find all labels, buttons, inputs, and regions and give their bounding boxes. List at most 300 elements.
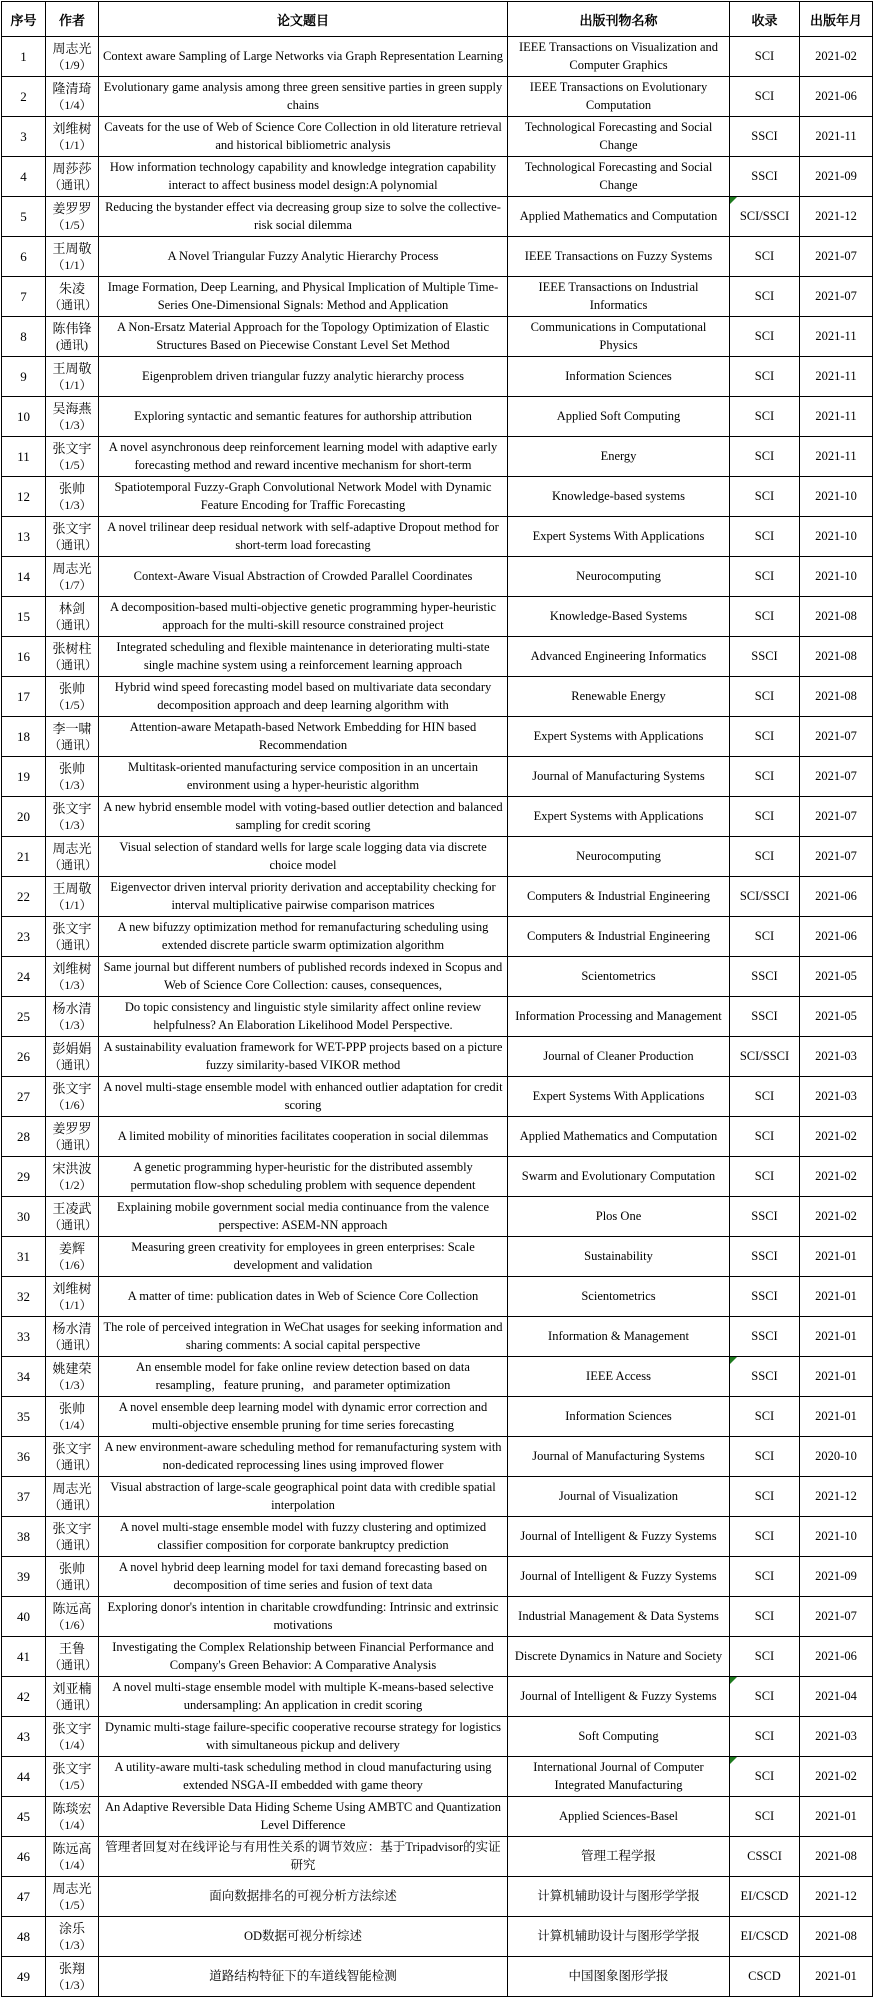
- paper-title-cell: A novel hybrid deep learning model for taxi demand forecasting based on decomposition of time series and fusion of text data: [99, 1557, 508, 1597]
- row-number-cell: 38: [2, 1517, 46, 1557]
- paper-title-cell: A Novel Triangular Fuzzy Analytic Hierarchy Process: [99, 237, 508, 277]
- index-type-cell: SCI: [730, 1597, 800, 1637]
- paper-title-cell: Evolutionary game analysis among three green sensitive parties in green supply chains: [99, 77, 508, 117]
- table-row: [2, 117, 873, 157]
- author-cell: [46, 557, 99, 597]
- publish-date-cell: 2021-08: [800, 1917, 873, 1957]
- journal-name-cell: 计算机辅助设计与图形学学报: [508, 1917, 730, 1957]
- author-cell: [46, 997, 99, 1037]
- publish-date-cell: 2021-07: [800, 757, 873, 797]
- paper-title-cell: 面向数据排名的可视分析方法综述: [99, 1877, 508, 1917]
- table-row: [2, 1677, 873, 1717]
- index-type-cell: SCI: [730, 717, 800, 757]
- row-number-cell: 33: [2, 1317, 46, 1357]
- paper-title-cell: An ensemble model for fake online review detection based on data resampling，feature pruning，and parameter optimization: [99, 1357, 508, 1397]
- index-type-cell: CSCD: [730, 1957, 800, 1997]
- table-row: [2, 197, 873, 237]
- paper-title-cell: Same journal but different numbers of published records indexed in Scopus and Web of Science Core Collection: causes, consequences,: [99, 957, 508, 997]
- journal-name-cell: Computers & Industrial Engineering: [508, 877, 730, 917]
- author-name: 姜罗罗: [52, 1120, 92, 1136]
- author-contribution: （1/1）: [52, 1298, 92, 1313]
- paper-title-cell: The role of perceived integration in WeChat usages for seeking information and sharing comments: A social capital perspective: [99, 1317, 508, 1357]
- journal-name-cell: Applied Soft Computing: [508, 397, 730, 437]
- paper-title-cell: Do topic consistency and linguistic style similarity affect online review helpfulness? An Elaboration Likelihood Model Perspective.: [99, 997, 508, 1037]
- index-type-cell: SCI: [730, 1157, 800, 1197]
- row-number-cell: 1: [2, 37, 46, 77]
- paper-title-cell: Eigenvector driven interval priority derivation and acceptability checking for interval multiplicative pairwise comparison matrices: [99, 877, 508, 917]
- table-row: [2, 1397, 873, 1437]
- journal-name-cell: Plos One: [508, 1197, 730, 1237]
- table-row: [2, 357, 873, 397]
- comment-marker-icon: [730, 1757, 737, 1764]
- table-row: [2, 1317, 873, 1357]
- publish-date-cell: 2021-10: [800, 477, 873, 517]
- author-contribution: （1/3）: [52, 778, 92, 793]
- index-type-cell: SCI: [730, 917, 800, 957]
- paper-title-cell: Eigenproblem driven triangular fuzzy analytic hierarchy process: [99, 357, 508, 397]
- journal-name-cell: IEEE Transactions on Industrial Informatics: [508, 277, 730, 317]
- index-type-cell: SCI: [730, 1437, 800, 1477]
- paper-title-cell: Context aware Sampling of Large Networks via Graph Representation Learning: [99, 37, 508, 77]
- journal-name-cell: Journal of Intelligent & Fuzzy Systems: [508, 1677, 730, 1717]
- author-contribution: （1/3）: [52, 498, 92, 513]
- paper-title-cell: A genetic programming hyper-heuristic for the distributed assembly permutation flow-shop scheduling problem with sequence dependent: [99, 1157, 508, 1197]
- publish-date-cell: 2021-08: [800, 1837, 873, 1877]
- author-name: 王周敬: [52, 880, 92, 896]
- journal-name-cell: Expert Systems with Applications: [508, 797, 730, 837]
- author-contribution: （1/1）: [52, 898, 92, 913]
- publish-date-cell: 2021-06: [800, 877, 873, 917]
- index-type-cell: EI/CSCD: [730, 1877, 800, 1917]
- author-cell: [46, 1357, 99, 1397]
- author-cell: [46, 397, 99, 437]
- row-number-cell: 3: [2, 117, 46, 157]
- row-number-cell: 42: [2, 1677, 46, 1717]
- publish-date-cell: 2021-01: [800, 1277, 873, 1317]
- author-cell: [46, 117, 99, 157]
- row-number-cell: 28: [2, 1117, 46, 1157]
- author-contribution: （1/3）: [52, 418, 92, 433]
- publish-date-cell: 2021-10: [800, 517, 873, 557]
- publish-date-cell: 2021-10: [800, 557, 873, 597]
- row-number-cell: 17: [2, 677, 46, 717]
- column-header-title: 论文题目: [99, 2, 508, 37]
- index-type-cell: SCI: [730, 677, 800, 717]
- author-cell: [46, 637, 99, 677]
- author-cell: [46, 1597, 99, 1637]
- table-row: [2, 1877, 873, 1917]
- author-contribution: （通讯）: [49, 1658, 98, 1673]
- journal-name-cell: Advanced Engineering Informatics: [508, 637, 730, 677]
- table-row: [2, 1717, 873, 1757]
- row-number-cell: 27: [2, 1077, 46, 1117]
- table-row: [2, 1477, 873, 1517]
- paper-title-cell: OD数据可视分析综述: [99, 1917, 508, 1957]
- table-row: [2, 1077, 873, 1117]
- paper-title-cell: Attention-aware Metapath-based Network Embedding for HIN based Recommendation: [99, 717, 508, 757]
- paper-title-cell: A novel multi-stage ensemble model with fuzzy clustering and optimized classifier composition for corporate bankruptcy prediction: [99, 1517, 508, 1557]
- journal-name-cell: Neurocomputing: [508, 557, 730, 597]
- author-name: 张帅: [58, 1400, 85, 1416]
- publish-date-cell: 2021-02: [800, 1157, 873, 1197]
- index-type-cell: SCI: [730, 1477, 800, 1517]
- index-type-cell: SCI: [730, 757, 800, 797]
- publish-date-cell: 2021-02: [800, 1117, 873, 1157]
- publish-date-cell: 2021-09: [800, 157, 873, 197]
- author-contribution: （1/1）: [52, 138, 92, 153]
- paper-title-cell: Dynamic multi-stage failure-specific cooperative recourse strategy for logistics with simultaneous pickup and delivery: [99, 1717, 508, 1757]
- paper-title-cell: A matter of time: publication dates in Web of Science Core Collection: [99, 1277, 508, 1317]
- column-header-no: 序号: [2, 2, 46, 37]
- row-number-cell: 14: [2, 557, 46, 597]
- journal-name-cell: Sustainability: [508, 1237, 730, 1277]
- author-contribution: （1/4）: [52, 98, 92, 113]
- author-name: 刘亚楠: [52, 1680, 92, 1696]
- author-name: 陈伟锋: [52, 320, 92, 336]
- journal-name-cell: Journal of Manufacturing Systems: [508, 1437, 730, 1477]
- author-name: 张帅: [58, 680, 85, 696]
- column-header-journal: 出版刊物名称: [508, 2, 730, 37]
- author-contribution: （1/3）: [52, 1018, 92, 1033]
- author-cell: [46, 1637, 99, 1677]
- table-row: [2, 797, 873, 837]
- index-type-cell: SSCI: [730, 637, 800, 677]
- journal-name-cell: 管理工程学报: [508, 1837, 730, 1877]
- paper-title-cell: 道路结构特征下的车道线智能检测: [99, 1957, 508, 1997]
- table-row: [2, 1197, 873, 1237]
- journal-name-cell: Information Sciences: [508, 357, 730, 397]
- comment-marker-icon: [730, 1677, 737, 1684]
- table-row: [2, 437, 873, 477]
- author-name: 刘维树: [52, 1280, 92, 1296]
- row-number-cell: 30: [2, 1197, 46, 1237]
- paper-title-cell: A new hybrid ensemble model with voting-based outlier detection and balanced sampling for credit scoring: [99, 797, 508, 837]
- row-number-cell: 20: [2, 797, 46, 837]
- author-cell: [46, 1157, 99, 1197]
- author-contribution: （1/1）: [52, 258, 92, 273]
- table-row: [2, 1037, 873, 1077]
- comment-marker-icon: [730, 1357, 737, 1364]
- table-row: [2, 37, 873, 77]
- index-type-cell: SCI/SSCI: [730, 877, 800, 917]
- author-cell: [46, 77, 99, 117]
- author-cell: [46, 237, 99, 277]
- author-contribution: （1/3）: [52, 978, 92, 993]
- author-cell: [46, 1957, 99, 1997]
- row-number-cell: 22: [2, 877, 46, 917]
- index-type-cell: SSCI: [730, 997, 800, 1037]
- paper-title-cell: Explaining mobile government social media continuance from the valence perspective: ASEM-NN approach: [99, 1197, 508, 1237]
- index-type-cell: EI/CSCD: [730, 1917, 800, 1957]
- author-name: 张文宇: [52, 1760, 92, 1776]
- index-type-cell: SSCI: [730, 1237, 800, 1277]
- table-row: [2, 157, 873, 197]
- index-type-cell: SCI: [730, 1397, 800, 1437]
- row-number-cell: 2: [2, 77, 46, 117]
- author-contribution: （通讯）: [49, 1138, 98, 1153]
- author-name: 彭娟娟: [52, 1040, 92, 1056]
- author-name: 张文宇: [52, 1520, 92, 1536]
- publish-date-cell: 2021-07: [800, 237, 873, 277]
- journal-name-cell: Expert Systems with Applications: [508, 717, 730, 757]
- publish-date-cell: 2021-12: [800, 197, 873, 237]
- author-cell: [46, 1317, 99, 1357]
- row-number-cell: 32: [2, 1277, 46, 1317]
- author-name: 张翔: [58, 1960, 85, 1976]
- index-type-cell: SCI: [730, 477, 800, 517]
- author-cell: [46, 597, 99, 637]
- row-number-cell: 11: [2, 437, 46, 477]
- index-type-cell: SCI: [730, 77, 800, 117]
- author-cell: [46, 1277, 99, 1317]
- author-contribution: （通讯）: [49, 1058, 98, 1073]
- row-number-cell: 47: [2, 1877, 46, 1917]
- author-cell: [46, 157, 99, 197]
- author-name: 吴海燕: [52, 400, 92, 416]
- index-type-cell: SCI: [730, 437, 800, 477]
- author-name: 陈琰宏: [52, 1800, 92, 1816]
- author-cell: [46, 957, 99, 997]
- author-contribution: （1/5）: [52, 698, 92, 713]
- journal-name-cell: IEEE Transactions on Visualization and Computer Graphics: [508, 37, 730, 77]
- author-contribution: （1/4）: [52, 1818, 92, 1833]
- author-name: 张文宇: [52, 920, 92, 936]
- journal-name-cell: Journal of Intelligent & Fuzzy Systems: [508, 1517, 730, 1557]
- publish-date-cell: 2021-01: [800, 1957, 873, 1997]
- publish-date-cell: 2021-07: [800, 797, 873, 837]
- publish-date-cell: 2021-06: [800, 77, 873, 117]
- author-name: 周志光: [52, 1880, 92, 1896]
- paper-title-cell: Multitask-oriented manufacturing service composition in an uncertain environment using a hyper-heuristic algorithm: [99, 757, 508, 797]
- row-number-cell: 26: [2, 1037, 46, 1077]
- journal-name-cell: Industrial Management & Data Systems: [508, 1597, 730, 1637]
- journal-name-cell: 计算机辅助设计与图形学学报: [508, 1877, 730, 1917]
- paper-title-cell: Measuring green creativity for employees in green enterprises: Scale development and validation: [99, 1237, 508, 1277]
- publish-date-cell: 2021-11: [800, 117, 873, 157]
- author-contribution: （1/3）: [52, 1378, 92, 1393]
- author-contribution: （1/4）: [52, 1418, 92, 1433]
- row-number-cell: 25: [2, 997, 46, 1037]
- journal-name-cell: Journal of Cleaner Production: [508, 1037, 730, 1077]
- row-number-cell: 39: [2, 1557, 46, 1597]
- row-number-cell: 6: [2, 237, 46, 277]
- author-cell: [46, 1837, 99, 1877]
- row-number-cell: 45: [2, 1797, 46, 1837]
- row-number-cell: 15: [2, 597, 46, 637]
- author-contribution: （1/3）: [52, 1978, 92, 1993]
- author-cell: [46, 1797, 99, 1837]
- index-type-cell: SCI: [730, 837, 800, 877]
- journal-name-cell: Discrete Dynamics in Nature and Society: [508, 1637, 730, 1677]
- publish-date-cell: 2021-11: [800, 357, 873, 397]
- author-contribution: （1/5）: [52, 458, 92, 473]
- author-contribution: （通讯）: [49, 1578, 98, 1593]
- table-row: [2, 277, 873, 317]
- journal-name-cell: Information Processing and Management: [508, 997, 730, 1037]
- paper-title-cell: A new environment-aware scheduling method for remanufacturing system with non-dedicated reprocessing lines using improved flower: [99, 1437, 508, 1477]
- publish-date-cell: 2021-03: [800, 1077, 873, 1117]
- publish-date-cell: 2021-04: [800, 1677, 873, 1717]
- index-type-cell: SCI: [730, 1797, 800, 1837]
- author-contribution: （通讯）: [49, 618, 98, 633]
- author-cell: [46, 1877, 99, 1917]
- row-number-cell: 34: [2, 1357, 46, 1397]
- journal-name-cell: Expert Systems With Applications: [508, 1077, 730, 1117]
- author-cell: [46, 1677, 99, 1717]
- author-cell: [46, 757, 99, 797]
- author-name: 张文宇: [52, 440, 92, 456]
- table-row: [2, 917, 873, 957]
- journal-name-cell: Computers & Industrial Engineering: [508, 917, 730, 957]
- author-name: 周志光: [52, 1480, 92, 1496]
- paper-title-cell: A decomposition-based multi-objective genetic programming hyper-heuristic approach for the multi-skill resource constrained project: [99, 597, 508, 637]
- column-header-date: 出版年月: [800, 2, 873, 37]
- paper-title-cell: Integrated scheduling and flexible maintenance in deteriorating multi-state single machine system using a reinforcement learning approach: [99, 637, 508, 677]
- author-name: 涂乐: [58, 1920, 85, 1936]
- journal-name-cell: Knowledge-based systems: [508, 477, 730, 517]
- row-number-cell: 37: [2, 1477, 46, 1517]
- index-type-cell: SCI: [730, 1637, 800, 1677]
- row-number-cell: 4: [2, 157, 46, 197]
- author-name: 周莎莎: [52, 160, 92, 176]
- journal-name-cell: Expert Systems With Applications: [508, 517, 730, 557]
- author-cell: [46, 277, 99, 317]
- publish-date-cell: 2021-05: [800, 957, 873, 997]
- journal-name-cell: Neurocomputing: [508, 837, 730, 877]
- journal-name-cell: IEEE Access: [508, 1357, 730, 1397]
- author-contribution: （通讯）: [49, 1538, 98, 1553]
- table-row: [2, 1637, 873, 1677]
- row-number-cell: 18: [2, 717, 46, 757]
- author-name: 陈远高: [52, 1840, 92, 1856]
- author-contribution: （1/5）: [52, 1898, 92, 1913]
- author-cell: [46, 1757, 99, 1797]
- publish-date-cell: 2021-09: [800, 1557, 873, 1597]
- author-contribution: (通讯): [56, 338, 88, 353]
- paper-title-cell: Exploring syntactic and semantic features for authorship attribution: [99, 397, 508, 437]
- author-cell: [46, 1077, 99, 1117]
- paper-title-cell: Visual selection of standard wells for large scale logging data via discrete choice model: [99, 837, 508, 877]
- author-contribution: （1/2）: [52, 1178, 92, 1193]
- table-row: [2, 677, 873, 717]
- paper-title-cell: A new bifuzzy optimization method for remanufacturing scheduling using extended discrete particle swarm optimization algorithm: [99, 917, 508, 957]
- author-name: 宋洪波: [52, 1160, 92, 1176]
- publish-date-cell: 2021-02: [800, 37, 873, 77]
- author-contribution: （通讯）: [49, 298, 98, 313]
- paper-title-cell: How information technology capability and knowledge integration capability interact to affect business model design:A polynomial: [99, 157, 508, 197]
- publish-date-cell: 2021-01: [800, 1237, 873, 1277]
- table-row: [2, 717, 873, 757]
- row-number-cell: 36: [2, 1437, 46, 1477]
- author-name: 林剑: [58, 600, 85, 616]
- author-name: 王鲁: [58, 1640, 85, 1656]
- journal-name-cell: IEEE Transactions on Evolutionary Computation: [508, 77, 730, 117]
- author-contribution: （1/5）: [52, 218, 92, 233]
- publish-date-cell: 2021-07: [800, 717, 873, 757]
- header-row: [2, 2, 873, 37]
- table-row: [2, 1597, 873, 1637]
- table-row: [2, 1237, 873, 1277]
- row-number-cell: 44: [2, 1757, 46, 1797]
- journal-name-cell: International Journal of Computer Integrated Manufacturing: [508, 1757, 730, 1797]
- table-row: [2, 997, 873, 1037]
- index-type-cell: SSCI: [730, 1357, 800, 1397]
- table-row: [2, 1517, 873, 1557]
- author-cell: [46, 37, 99, 77]
- journal-name-cell: Information & Management: [508, 1317, 730, 1357]
- table-row: [2, 517, 873, 557]
- author-name: 张文宇: [52, 1720, 92, 1736]
- author-name: 周志光: [52, 40, 92, 56]
- table-row: [2, 1797, 873, 1837]
- table-row: [2, 757, 873, 797]
- journal-name-cell: Technological Forecasting and Social Change: [508, 117, 730, 157]
- author-contribution: （1/6）: [52, 1098, 92, 1113]
- journal-name-cell: Energy: [508, 437, 730, 477]
- row-number-cell: 31: [2, 1237, 46, 1277]
- index-type-cell: SSCI: [730, 117, 800, 157]
- author-contribution: （通讯）: [49, 858, 98, 873]
- author-name: 姚建荣: [52, 1360, 92, 1376]
- journal-name-cell: Journal of Visualization: [508, 1477, 730, 1517]
- index-type-cell: SCI: [730, 1557, 800, 1597]
- journal-name-cell: Scientometrics: [508, 957, 730, 997]
- author-name: 隆清琦: [52, 80, 92, 96]
- author-cell: [46, 1437, 99, 1477]
- author-contribution: （通讯）: [49, 938, 98, 953]
- row-number-cell: 48: [2, 1917, 46, 1957]
- row-number-cell: 13: [2, 517, 46, 557]
- table-row: [2, 1957, 873, 1997]
- row-number-cell: 29: [2, 1157, 46, 1197]
- author-contribution: （1/1）: [52, 378, 92, 393]
- author-cell: [46, 1517, 99, 1557]
- publish-date-cell: 2021-07: [800, 277, 873, 317]
- journal-name-cell: Information Sciences: [508, 1397, 730, 1437]
- paper-title-cell: Caveats for the use of Web of Science Core Collection in old literature retrieval and historical bibliometric analysis: [99, 117, 508, 157]
- table-row: [2, 237, 873, 277]
- journal-name-cell: Knowledge-Based Systems: [508, 597, 730, 637]
- author-cell: [46, 1917, 99, 1957]
- journal-name-cell: Soft Computing: [508, 1717, 730, 1757]
- row-number-cell: 23: [2, 917, 46, 957]
- paper-title-cell: A novel trilinear deep residual network with self-adaptive Dropout method for short-term load forecasting: [99, 517, 508, 557]
- table-row: [2, 1117, 873, 1157]
- index-type-cell: SCI: [730, 1077, 800, 1117]
- publish-date-cell: 2020-10: [800, 1437, 873, 1477]
- index-type-cell: SCI: [730, 1677, 800, 1717]
- author-cell: [46, 677, 99, 717]
- author-contribution: （通讯）: [49, 738, 98, 753]
- author-contribution: （通讯）: [49, 1338, 98, 1353]
- table-row: [2, 397, 873, 437]
- author-name: 王周敬: [52, 360, 92, 376]
- table-row: [2, 477, 873, 517]
- index-type-cell: SCI/SSCI: [730, 197, 800, 237]
- author-contribution: （通讯）: [49, 1498, 98, 1513]
- author-contribution: （通讯）: [49, 1698, 98, 1713]
- publish-date-cell: 2021-11: [800, 437, 873, 477]
- row-number-cell: 10: [2, 397, 46, 437]
- paper-title-cell: Investigating the Complex Relationship between Financial Performance and Company's Green Behavior: A Comparative Analysis: [99, 1637, 508, 1677]
- index-type-cell: SSCI: [730, 157, 800, 197]
- table-row: [2, 1757, 873, 1797]
- publish-date-cell: 2021-06: [800, 917, 873, 957]
- index-type-cell: SCI: [730, 1717, 800, 1757]
- table-row: [2, 557, 873, 597]
- paper-title-cell: A utility-aware multi-task scheduling method in cloud manufacturing using extended NSGA-II embedded with game theory: [99, 1757, 508, 1797]
- row-number-cell: 7: [2, 277, 46, 317]
